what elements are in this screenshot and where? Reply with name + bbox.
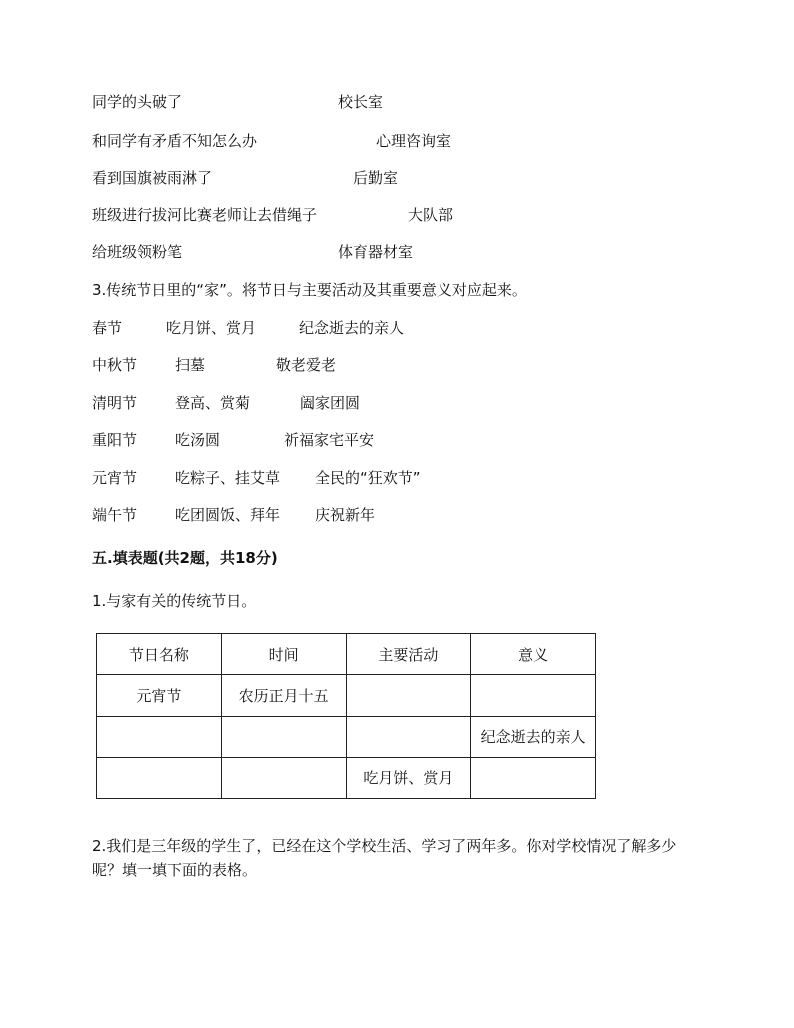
festival-activity: 扫墓 (175, 356, 206, 374)
situation-text: 给班级领粉笔 (92, 243, 183, 261)
table-cell (346, 675, 471, 716)
festival-name: 端午节 (92, 506, 138, 524)
table-header-row (97, 634, 596, 675)
table-cell (97, 757, 222, 798)
festival-meaning: 阖家团圆 (300, 394, 361, 412)
situation-text: 看到国旗被雨淋了 (92, 169, 213, 187)
table-row (97, 757, 596, 798)
festival-meaning: 敬老爱老 (276, 356, 337, 374)
table-row (97, 716, 596, 757)
festival-meaning: 纪念逝去的亲人 (299, 319, 405, 337)
festival-name: 春节 (92, 319, 123, 337)
festival-name: 元宵节 (92, 469, 138, 487)
festival-activity: 吃粽子、挂艾草 (175, 469, 281, 487)
festival-activity: 登高、赏菊 (175, 394, 251, 412)
table-cell: 纪念逝去的亲人 (471, 716, 596, 757)
situation-text: 和同学有矛盾不知怎么办 (92, 132, 258, 150)
table-cell (471, 675, 596, 716)
festival-activity: 吃月饼、赏月 (166, 319, 257, 337)
table-cell: 元宵节 (97, 675, 222, 716)
table-cell (346, 716, 471, 757)
table-header-cell: 意义 (471, 634, 596, 675)
table-cell: 农历正月十五 (221, 675, 346, 716)
festival-activity: 吃团圆饭、拜年 (175, 506, 281, 524)
festival-activity: 吃汤圆 (175, 431, 221, 449)
place-text: 大队部 (408, 206, 454, 224)
question-2-text: 2.我们是三年级的学生了，已经在这个学校生活、学习了两年多。你对学校情况了解多少 (92, 837, 677, 855)
table-cell: 吃月饼、赏月 (346, 757, 471, 798)
question-3-title: 3.传统节日里的“家”。将节日与主要活动及其重要意义对应起来。 (92, 281, 527, 299)
festival-meaning: 庆祝新年 (315, 506, 376, 524)
section-title: 五.填表题(共2题，共18分) (92, 549, 278, 567)
situation-text: 同学的头破了 (92, 93, 183, 111)
festival-meaning: 祈福家宅平安 (284, 431, 375, 449)
table-cell (97, 716, 222, 757)
table-header-cell: 时间 (221, 634, 346, 675)
festival-name: 清明节 (92, 394, 138, 412)
table-cell (221, 716, 346, 757)
situation-text: 班级进行拔河比赛老师让去借绳子 (92, 206, 318, 224)
festival-name: 中秋节 (92, 356, 138, 374)
table-cell (221, 757, 346, 798)
festival-meaning: 全民的“狂欢节” (315, 469, 421, 487)
festival-name: 重阳节 (92, 431, 138, 449)
table-row (97, 675, 596, 716)
table-header-cell: 节日名称 (97, 634, 222, 675)
place-text: 校长室 (338, 93, 384, 111)
table-cell (471, 757, 596, 798)
question-1-title: 1.与家有关的传统节日。 (92, 592, 257, 610)
place-text: 心理咨询室 (376, 132, 452, 150)
question-2-text: 呢？填一填下面的表格。 (92, 861, 258, 879)
festival-table (96, 633, 596, 799)
table-header-cell: 主要活动 (346, 634, 471, 675)
place-text: 体育器材室 (338, 243, 414, 261)
place-text: 后勤室 (353, 169, 399, 187)
